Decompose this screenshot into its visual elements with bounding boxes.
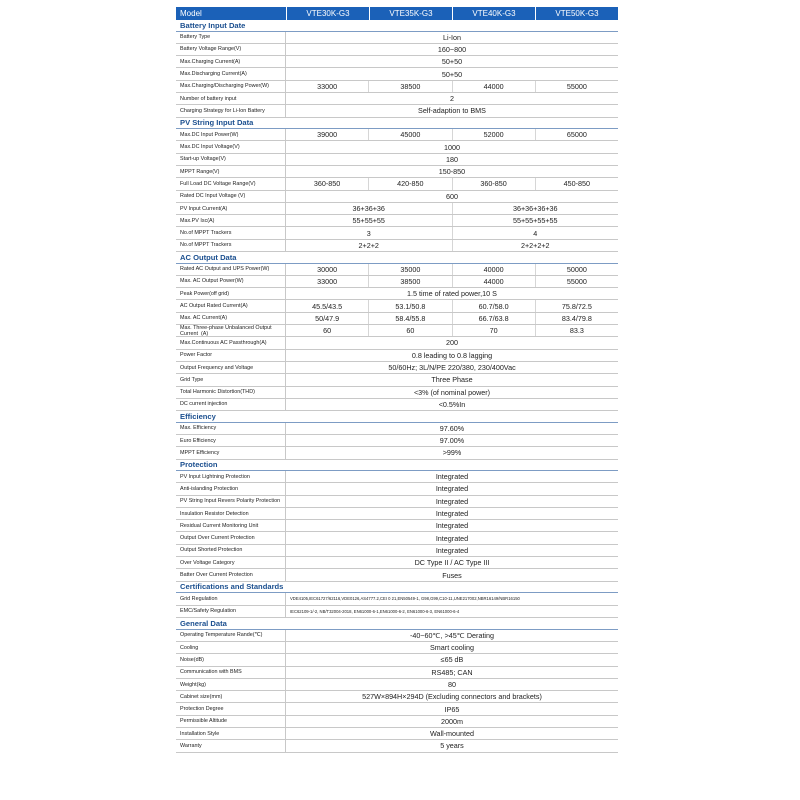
row-label: Cabinet size(mm): [176, 691, 286, 702]
row-label: PV Input Current(A): [176, 203, 286, 214]
row-value: 3: [366, 228, 371, 238]
row-label: Number of battery input: [176, 93, 286, 104]
row-label: PV String Input Revers Polarity Protection: [176, 496, 286, 507]
row-label: Anti-islanding Protection: [176, 483, 286, 494]
row-value: 52000: [452, 129, 535, 140]
row-value: 70: [452, 325, 535, 336]
row-value: 55+55+55: [352, 216, 385, 226]
table-row: [176, 483, 618, 495]
table-row: [176, 350, 618, 362]
model-col-3: VTE40K-G3: [452, 7, 535, 20]
row-value: Integrated: [435, 472, 469, 482]
row-label: Battery Type: [176, 32, 286, 43]
row-value: 0.8 leading to 0.8 lagging: [411, 350, 493, 360]
row-label: Output Frequency and Voltage: [176, 362, 286, 373]
table-row: [176, 545, 618, 557]
table-row: [176, 447, 618, 459]
row-value: 45.5/43.5: [312, 301, 343, 311]
row-label: Max. Three-phase Unbalanced Output Current (A): [176, 325, 286, 336]
table-body: [176, 20, 618, 753]
row-label: Max. AC Current(A): [176, 313, 286, 324]
table-row: [176, 508, 618, 520]
row-label: No.of MPPT Trackers: [176, 227, 286, 238]
row-value: >99%: [442, 448, 462, 458]
table-row: [176, 105, 618, 117]
row-label: Cooling: [176, 642, 286, 653]
table-row: [176, 691, 618, 703]
row-label: Max. Efficiency: [176, 423, 286, 434]
row-value: Fuses: [442, 570, 462, 580]
row-label: DC current injection: [176, 399, 286, 410]
row-value: 50/47.9: [315, 313, 340, 323]
row-label: Max.Discharging Current(A): [176, 68, 286, 79]
row-label: Rated AC Output and UPS Power(W): [176, 264, 286, 275]
row-value: Integrated: [435, 521, 469, 531]
row-value: 36+36+36: [352, 204, 385, 213]
row-value: IP65: [444, 704, 460, 714]
row-value: 360-850: [313, 179, 341, 189]
table-row: [176, 300, 618, 312]
table-row: [176, 557, 618, 569]
table-row: [176, 593, 618, 606]
table-row: [176, 337, 618, 349]
model-col-4: VTE50K-G3: [535, 7, 618, 20]
row-label: Weight(kg): [176, 679, 286, 690]
row-value: 1.5 time of rated power,10 S: [407, 289, 497, 299]
row-label: Max.DC Input Power(W): [176, 129, 286, 140]
row-value: 4: [452, 227, 619, 238]
row-value: 60: [323, 326, 332, 336]
row-value: 39000: [317, 130, 338, 140]
section-title: Battery Input Date: [176, 20, 618, 32]
row-value: Integrated: [435, 533, 469, 543]
row-value: 2000m: [441, 716, 463, 726]
table-row: [176, 569, 618, 581]
row-label: Output Over Current Protection: [176, 532, 286, 543]
section-title: Certifications and Standards: [176, 582, 618, 594]
row-value: 44000: [452, 276, 535, 287]
row-value: 2: [450, 94, 454, 104]
row-label: EMC/Safety Regulation: [176, 606, 286, 618]
table-row: [176, 630, 618, 642]
row-label: Communication with BMS: [176, 667, 286, 678]
row-value: 40000: [452, 264, 535, 275]
table-row: [176, 288, 618, 300]
row-value: 65000: [535, 129, 618, 140]
row-value: 80: [448, 680, 456, 689]
row-label: Power Factor: [176, 350, 286, 361]
table-row: [176, 520, 618, 532]
table-row: [176, 387, 618, 399]
section-title: Efficiency: [176, 411, 618, 423]
row-value: 33000: [317, 81, 338, 91]
row-value: 50+50: [441, 57, 463, 67]
row-value: ≤65 dB: [440, 655, 464, 665]
row-label: Max.DC Input Voltage(V): [176, 141, 286, 152]
row-value: 150-850: [438, 167, 466, 177]
row-value: 38500: [368, 81, 451, 92]
row-label: MPPT Efficiency: [176, 447, 286, 458]
table-row: [176, 129, 618, 141]
row-value: 60: [368, 325, 451, 336]
table-row: [176, 399, 618, 411]
row-label: AC Output Rated Current(A): [176, 300, 286, 311]
row-value: 83.3: [535, 325, 618, 336]
table-row: [176, 313, 618, 325]
row-value: 58.4/55.8: [368, 313, 451, 324]
model-col-2: VTE35K-G3: [369, 7, 452, 20]
table-row: [176, 703, 618, 715]
spec-sheet: [176, 7, 618, 753]
table-row: [176, 654, 618, 666]
row-value: 200: [446, 338, 458, 348]
row-value: 360-850: [452, 178, 535, 189]
row-value: 55000: [535, 276, 618, 287]
table-row: [176, 215, 618, 227]
table-row: [176, 191, 618, 203]
row-value: 180: [446, 154, 458, 164]
row-label: Max.Charging Current(A): [176, 56, 286, 67]
table-row: [176, 606, 618, 619]
row-value: 50000: [535, 264, 618, 275]
row-value: 45000: [368, 129, 451, 140]
row-label: Permissible Altitude: [176, 716, 286, 727]
row-label: Peak Power(off grid): [176, 288, 286, 299]
row-value: Wall-mounted: [429, 729, 475, 739]
row-label: Rated DC Input Voltage (V): [176, 191, 286, 202]
table-row: [176, 642, 618, 654]
row-value: 2+2+2: [358, 240, 379, 250]
table-row: [176, 93, 618, 105]
table-row: [176, 154, 618, 166]
row-value: 66.7/63.8: [452, 313, 535, 324]
row-value: Integrated: [435, 484, 469, 494]
row-value: 97.60%: [439, 423, 465, 433]
model-col-1: VTE30K-G3: [286, 7, 369, 20]
row-label: Start-up Voltage(V): [176, 154, 286, 165]
table-row: [176, 276, 618, 288]
row-value: 55+55+55+55: [452, 215, 619, 226]
table-row: [176, 423, 618, 435]
row-value: RS485; CAN: [431, 667, 473, 677]
section-title: AC Output Data: [176, 252, 618, 264]
table-row: [176, 203, 618, 215]
header-label: Model: [180, 9, 202, 18]
row-value: 2+2+2+2: [452, 240, 619, 251]
row-value: 527W×894H×294D (Excluding connectors and brackets): [362, 692, 542, 702]
section-title: General Data: [176, 618, 618, 630]
row-label: Battery Voltage Range(V): [176, 44, 286, 55]
row-value: 600: [446, 191, 458, 201]
row-value: DC Type II / AC Type III: [414, 558, 490, 568]
row-label: Euro Efficiency: [176, 435, 286, 446]
table-row: [176, 728, 618, 740]
row-value: <3% (of nominal power): [413, 387, 491, 397]
row-value: 160~800: [437, 44, 467, 54]
row-value: VDE4105,IEC61727/62116,VDE0126,AS4777.2,CEI 0 21,EN50549-1, G98,G99,C10-11,UNE217002,NBR16149/NBR16150: [290, 596, 520, 602]
row-label: Full Load DC Voltage Range(V): [176, 178, 286, 189]
table-row: [176, 716, 618, 728]
row-label: Max.Charging/Discharging Power(W): [176, 81, 286, 92]
row-value: 50+50: [441, 69, 463, 79]
table-row: [176, 496, 618, 508]
row-value: Integrated: [435, 509, 469, 519]
row-value: IEC62109-1/-2, NB/T32004-2018, EN61000-6-1,EN61000-6-2, EN61000-6-3, EN61000-6-4: [290, 608, 460, 614]
row-value: <0.5%In: [438, 399, 466, 409]
section-title: Protection: [176, 460, 618, 472]
table-row: [176, 240, 618, 252]
row-label: Max.Continuous AC Passthrough(A): [176, 337, 286, 348]
table-row: [176, 178, 618, 190]
row-label: Batter Over Current Protection: [176, 569, 286, 580]
table-row: [176, 141, 618, 153]
table-row: [176, 264, 618, 276]
table-row: [176, 532, 618, 544]
row-label: Grid Regulation: [176, 593, 286, 605]
row-label: Total Harmonic Distortion(THD): [176, 387, 286, 398]
row-value: 97.00%: [439, 436, 465, 446]
table-row: [176, 81, 618, 93]
table-row: [176, 471, 618, 483]
row-value: 1000: [444, 142, 460, 152]
row-value: 5 years: [440, 741, 464, 751]
row-label: Residual Current Monitoring Unit: [176, 520, 286, 531]
table-row: [176, 227, 618, 239]
table-row: [176, 667, 618, 679]
row-label: Over Voltage Category: [176, 557, 286, 568]
table-row: [176, 166, 618, 178]
row-value: 38500: [368, 276, 451, 287]
row-value: 35000: [368, 264, 451, 275]
table-row: [176, 362, 618, 374]
row-label: Installation Style: [176, 728, 286, 739]
table-row: [176, 740, 618, 752]
table-row: [176, 32, 618, 44]
table-row: [176, 56, 618, 68]
row-label: MPPT Range(V): [176, 166, 286, 177]
table-row: [176, 435, 618, 447]
row-value: 83.4/79.8: [535, 313, 618, 324]
row-label: Charging Strategy for Li-Ion Battery: [176, 105, 286, 116]
row-label: Grid Type: [176, 374, 286, 385]
table-header: [176, 7, 618, 20]
table-row: [176, 44, 618, 56]
row-value: Three Phase: [431, 375, 473, 385]
row-label: Noise(dB): [176, 654, 286, 665]
row-value: 420-850: [368, 178, 451, 189]
row-label: No.of MPPT Trackers: [176, 240, 286, 251]
row-value: Integrated: [435, 496, 469, 506]
table-row: [176, 374, 618, 386]
row-label: Max. AC Output Power(W): [176, 276, 286, 287]
row-label: PV Input Lightning Protection: [176, 471, 286, 482]
row-label: Insulation Resistor Detection: [176, 508, 286, 519]
row-value: 50/60Hz; 3L/N/PE 220/380, 230/400Vac: [388, 363, 516, 373]
row-label: Protection Degree: [176, 703, 286, 714]
row-value: 30000: [317, 264, 338, 274]
row-value: Li-Ion: [443, 32, 461, 42]
row-value: 55000: [535, 81, 618, 92]
table-row: [176, 68, 618, 80]
row-label: Warranty: [176, 740, 286, 751]
row-value: 33000: [317, 276, 338, 286]
table-row: [176, 679, 618, 691]
row-value: 44000: [452, 81, 535, 92]
row-value: 36+36+36+36: [452, 203, 619, 214]
row-value: -40~60℃, >45℃ Derating: [409, 630, 495, 640]
row-label: Operating Temperature Rande(℃): [176, 630, 286, 641]
row-label: Max.PV Isc(A): [176, 215, 286, 226]
table-row: [176, 325, 618, 337]
row-value: Self-adaption to BMS: [418, 106, 486, 116]
row-value: Integrated: [435, 545, 469, 555]
row-value: Smart cooling: [430, 643, 474, 653]
row-label: Output Shorted Protection: [176, 545, 286, 556]
row-value: 60.7/58.0: [452, 300, 535, 311]
row-value: 75.8/72.5: [535, 300, 618, 311]
section-title: PV String Input Data: [176, 118, 618, 130]
row-value: 53.1/50.8: [368, 300, 451, 311]
row-value: 450-850: [535, 178, 618, 189]
